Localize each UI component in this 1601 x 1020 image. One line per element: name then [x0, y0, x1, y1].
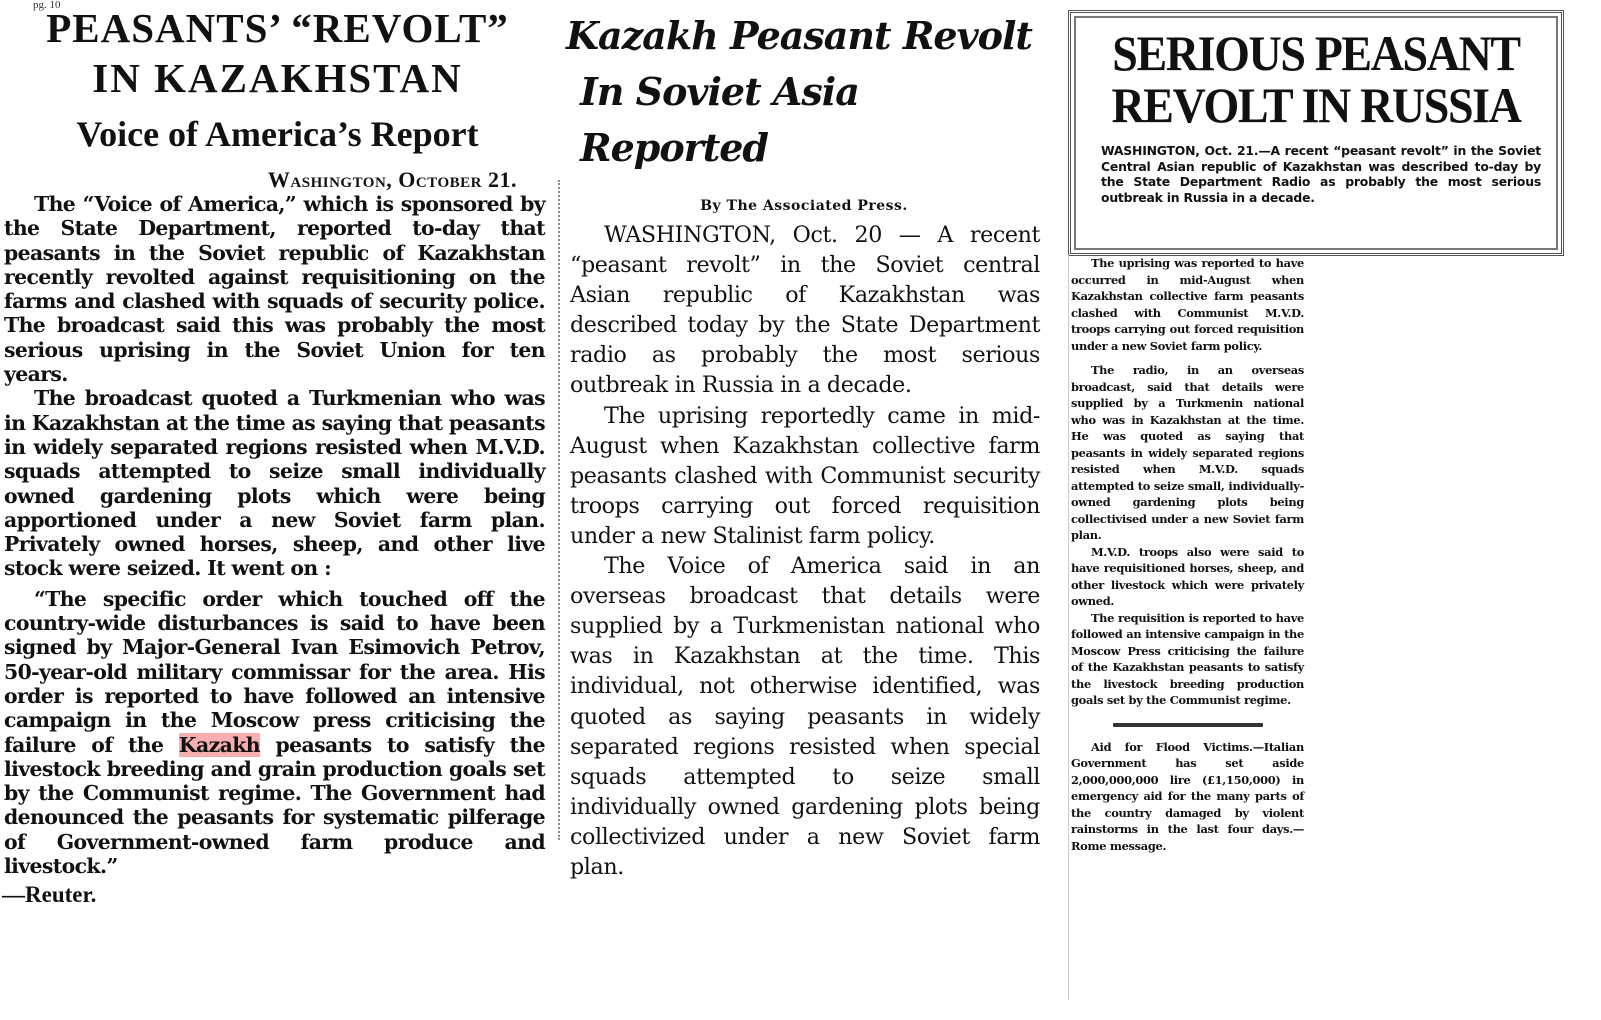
paragraph: WASHINGTON, Oct. 20 — A recent “peasant revolt” in the Soviet central Asian republic of Kazakhstan was described today by the State Department radio as probably the most serious outbreak in Russia in a decade.	[570, 222, 1040, 399]
page-label: pg. 10	[33, 0, 61, 11]
quote-text: peasants to satisfy the livestock breeding and grain production goals set by the Communist regime. The Government had denounced the peasants for systematic pilferage of Government-owned farm produce and livestock.”	[4, 732, 546, 879]
paragraph: The requisition is reported to have followed an intensive campaign in the Moscow Press criticising the failure of the Kazakhstan peasants to satisfy the livestock breeding production goals set by the Communist regime.	[1071, 610, 1304, 707]
highlighted-term: Kazakh	[178, 732, 260, 757]
quote-text: “The specific order which touched off the country-wide disturbances is said to have been signed by Major-General Ivan Esimovich Petrov, 50-year-old military commissar for the area. His order is reported to have followed an intensive campaign in the Moscow press criticising the failure of the	[4, 586, 545, 757]
headline-right-line2: REVOLT IN RUSSIA	[1111, 77, 1521, 133]
article-right-header-box	[1068, 10, 1564, 256]
article-right	[1068, 255, 1308, 854]
headline-left-line2: IN KAZAKHSTAN	[92, 55, 463, 101]
lead-right: WASHINGTON, Oct. 21.—A recent “peasant revolt” in the Soviet Central Asian republic of Kazakhstan was described to-day by the State Department Radio as probably the most serious outbreak in Russia in a decade.	[1101, 143, 1541, 205]
headline-middle-line1: Kazakh Peasant Revolt	[566, 13, 1032, 58]
paragraph: M.V.D. troops also were said to have requisitioned horses, sheep, and other livestock which were privately owned.	[1071, 544, 1304, 608]
headline-left-line1: PEASANTS’ “REVOLT”	[46, 5, 509, 51]
paragraph: The uprising reportedly came in mid-August when Kazakhstan collective farm peasants clashed with Communist security troops carrying out forced requisition under a new Stalinist farm policy.	[570, 402, 1040, 549]
paragraph: The radio, in an overseas broadcast, said that details were supplied by a Turkmenin national who was in Kazakhstan at the time. He was quoted as saying that peasants in widely separated regions resisted when M.V.D. squads attempted to seize small, individually-owned gardening plots being collectivised under a new Soviet farm plan.	[1071, 363, 1304, 542]
brief-paragraph: Aid for Flood Victims.—Italian Government has set aside 2,000,000,000 lire (£1,150,000) in emergency aid for the many parts of the country damaged by violent rainstorms in the last four days.—Rome message.	[1071, 739, 1304, 853]
column-divider	[558, 180, 560, 840]
signature-left: —Reuter.	[2, 882, 97, 908]
headline-middle-line2: In Soviet Asia Reported	[580, 69, 859, 170]
body-left	[0, 192, 555, 878]
byline-middle: By The Associated Press.	[700, 198, 908, 214]
section-rule	[1113, 723, 1263, 727]
article-left	[0, 0, 555, 908]
quote-paragraph	[4, 587, 545, 879]
body-middle	[558, 220, 1050, 882]
paragraph: The broadcast quoted a Turkmenian who was in Kazakhstan at the time as saying that peasants in widely separated regions resisted when M.V.D. squads attempted to seize small individually owned gardening plots which were being apportioned under a new Soviet farm plan. Privately owned horses, sheep, and other live stock were seized. It went on :	[4, 386, 545, 581]
article-middle	[558, 0, 1050, 882]
subhead-left: Voice of America’s Report	[76, 114, 479, 154]
paragraph: The Voice of America said in an overseas broadcast that details were supplied by a Turkmenistan national who was in Kazakhstan at the time. This individual, not otherwise identified, was quoted as saying peasants in widely separated regions resisted when special squads attempted to seize small individually owned gardening plots being collectivized under a new Soviet farm plan.	[570, 553, 1040, 880]
paragraph: The “Voice of America,” which is sponsored by the State Department, reported to-day that peasants in the Soviet republic of Kazakhstan recently revolted against requisitioning on the farms and clashed with squads of security police. The broadcast said this was probably the most serious uprising in the Soviet Union for ten years.	[4, 192, 545, 387]
headline-right-line1: SERIOUS PEASANT	[1112, 25, 1520, 81]
paragraph: The uprising was reported to have occurred in mid-August when Kazakhstan collective farm peasants clashed with Communist M.V.D. troops carrying out forced requisition under a new Soviet farm policy.	[1071, 256, 1304, 353]
dateline-left: Washington, October 21.	[267, 167, 517, 192]
body-right	[1068, 255, 1308, 854]
